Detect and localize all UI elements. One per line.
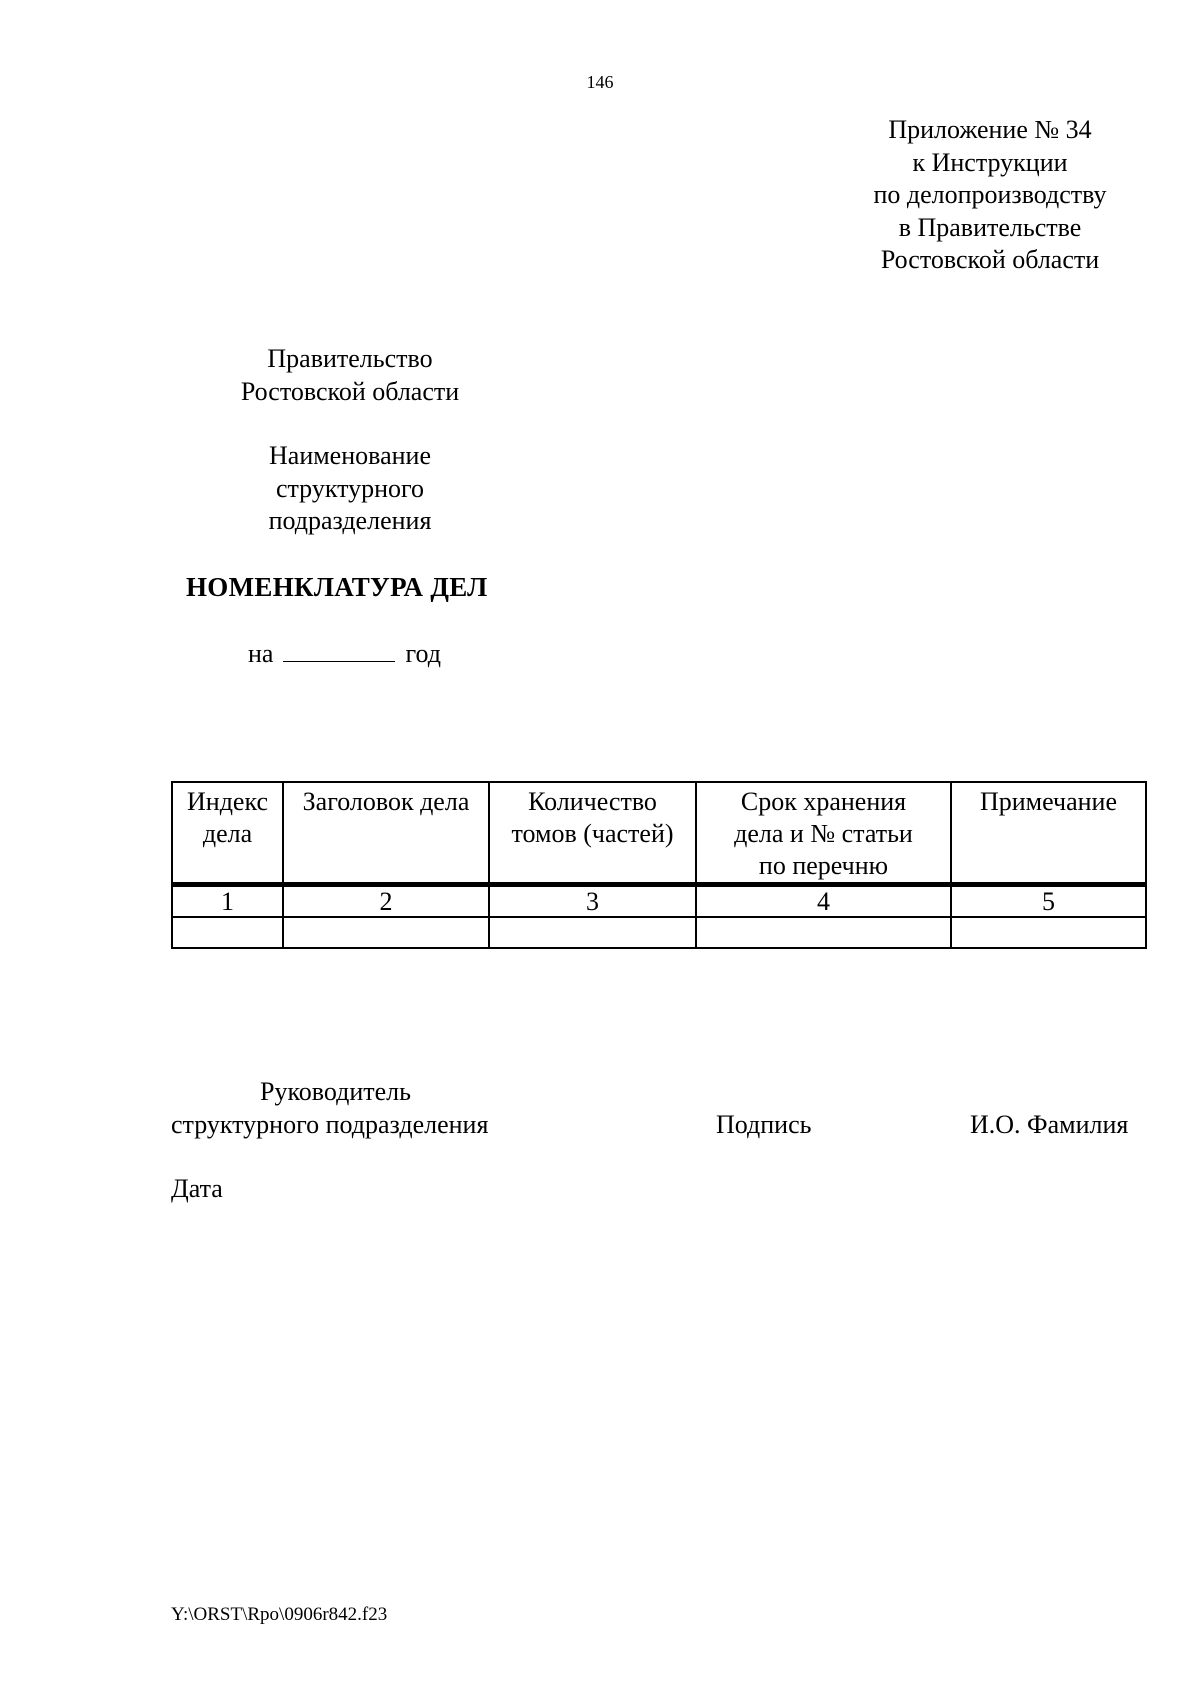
header-text: Примечание <box>979 787 1118 816</box>
column-number: 5 <box>951 885 1146 918</box>
header-text: по перечню <box>758 851 889 880</box>
organization-name <box>200 343 500 408</box>
year-line <box>248 637 441 669</box>
date-label: Дата <box>171 1174 223 1203</box>
header-volumes <box>489 782 696 885</box>
header-retention <box>696 782 951 885</box>
header-index <box>172 782 283 885</box>
appendix-reference <box>820 114 1160 277</box>
table-row <box>172 917 1146 948</box>
header-text: Количество <box>528 787 657 816</box>
page-number: 146 <box>586 72 614 92</box>
year-prefix: на <box>248 639 274 668</box>
header-text: томов (частей) <box>511 819 674 848</box>
organization-line: Ростовской области <box>240 376 460 406</box>
appendix-line: Приложение № 34 <box>888 115 1092 144</box>
header-case-title <box>283 782 489 885</box>
header-text: Заголовок дела <box>302 787 470 816</box>
year-blank-field[interactable] <box>283 637 395 662</box>
header-text: дела и № статьи <box>734 819 913 848</box>
header-text: дела <box>202 819 253 848</box>
appendix-line: Ростовской области <box>880 245 1100 274</box>
file-path: Y:\ORST\Rpo\0906r842.f23 <box>171 1604 388 1625</box>
table-cell[interactable] <box>696 917 951 948</box>
unit-line: подразделения <box>268 506 432 535</box>
header-text: Индекс <box>187 787 268 816</box>
year-suffix: год <box>405 639 441 668</box>
table-cell[interactable] <box>489 917 696 948</box>
table-header-row <box>172 782 1146 885</box>
column-number: 4 <box>696 885 951 918</box>
appendix-line: к Инструкции <box>912 147 1068 177</box>
name-label: И.О. Фамилия <box>970 1110 1129 1139</box>
table-cell[interactable] <box>172 917 283 948</box>
appendix-line: в Правительстве <box>898 212 1082 242</box>
nomenclature-table <box>171 781 1147 949</box>
unit-line: структурного <box>275 473 425 503</box>
header-text: Срок хранения <box>740 787 907 816</box>
signature-label: Подпись <box>716 1110 812 1139</box>
header-note <box>951 782 1146 885</box>
head-title-line: структурного подразделения <box>171 1110 489 1139</box>
table-cell[interactable] <box>951 917 1146 948</box>
document-title: НОМЕНКЛАТУРА ДЕЛ <box>186 572 488 602</box>
table-cell[interactable] <box>283 917 489 948</box>
table-row <box>172 885 1146 918</box>
column-number: 3 <box>489 885 696 918</box>
head-title-line: Руководитель <box>260 1077 411 1106</box>
column-number: 1 <box>172 885 283 918</box>
unit-line: Наименование <box>269 441 431 470</box>
appendix-line: по делопроизводству <box>873 180 1107 209</box>
unit-name <box>220 440 480 538</box>
organization-line: Правительство <box>267 344 433 373</box>
column-number: 2 <box>283 885 489 918</box>
